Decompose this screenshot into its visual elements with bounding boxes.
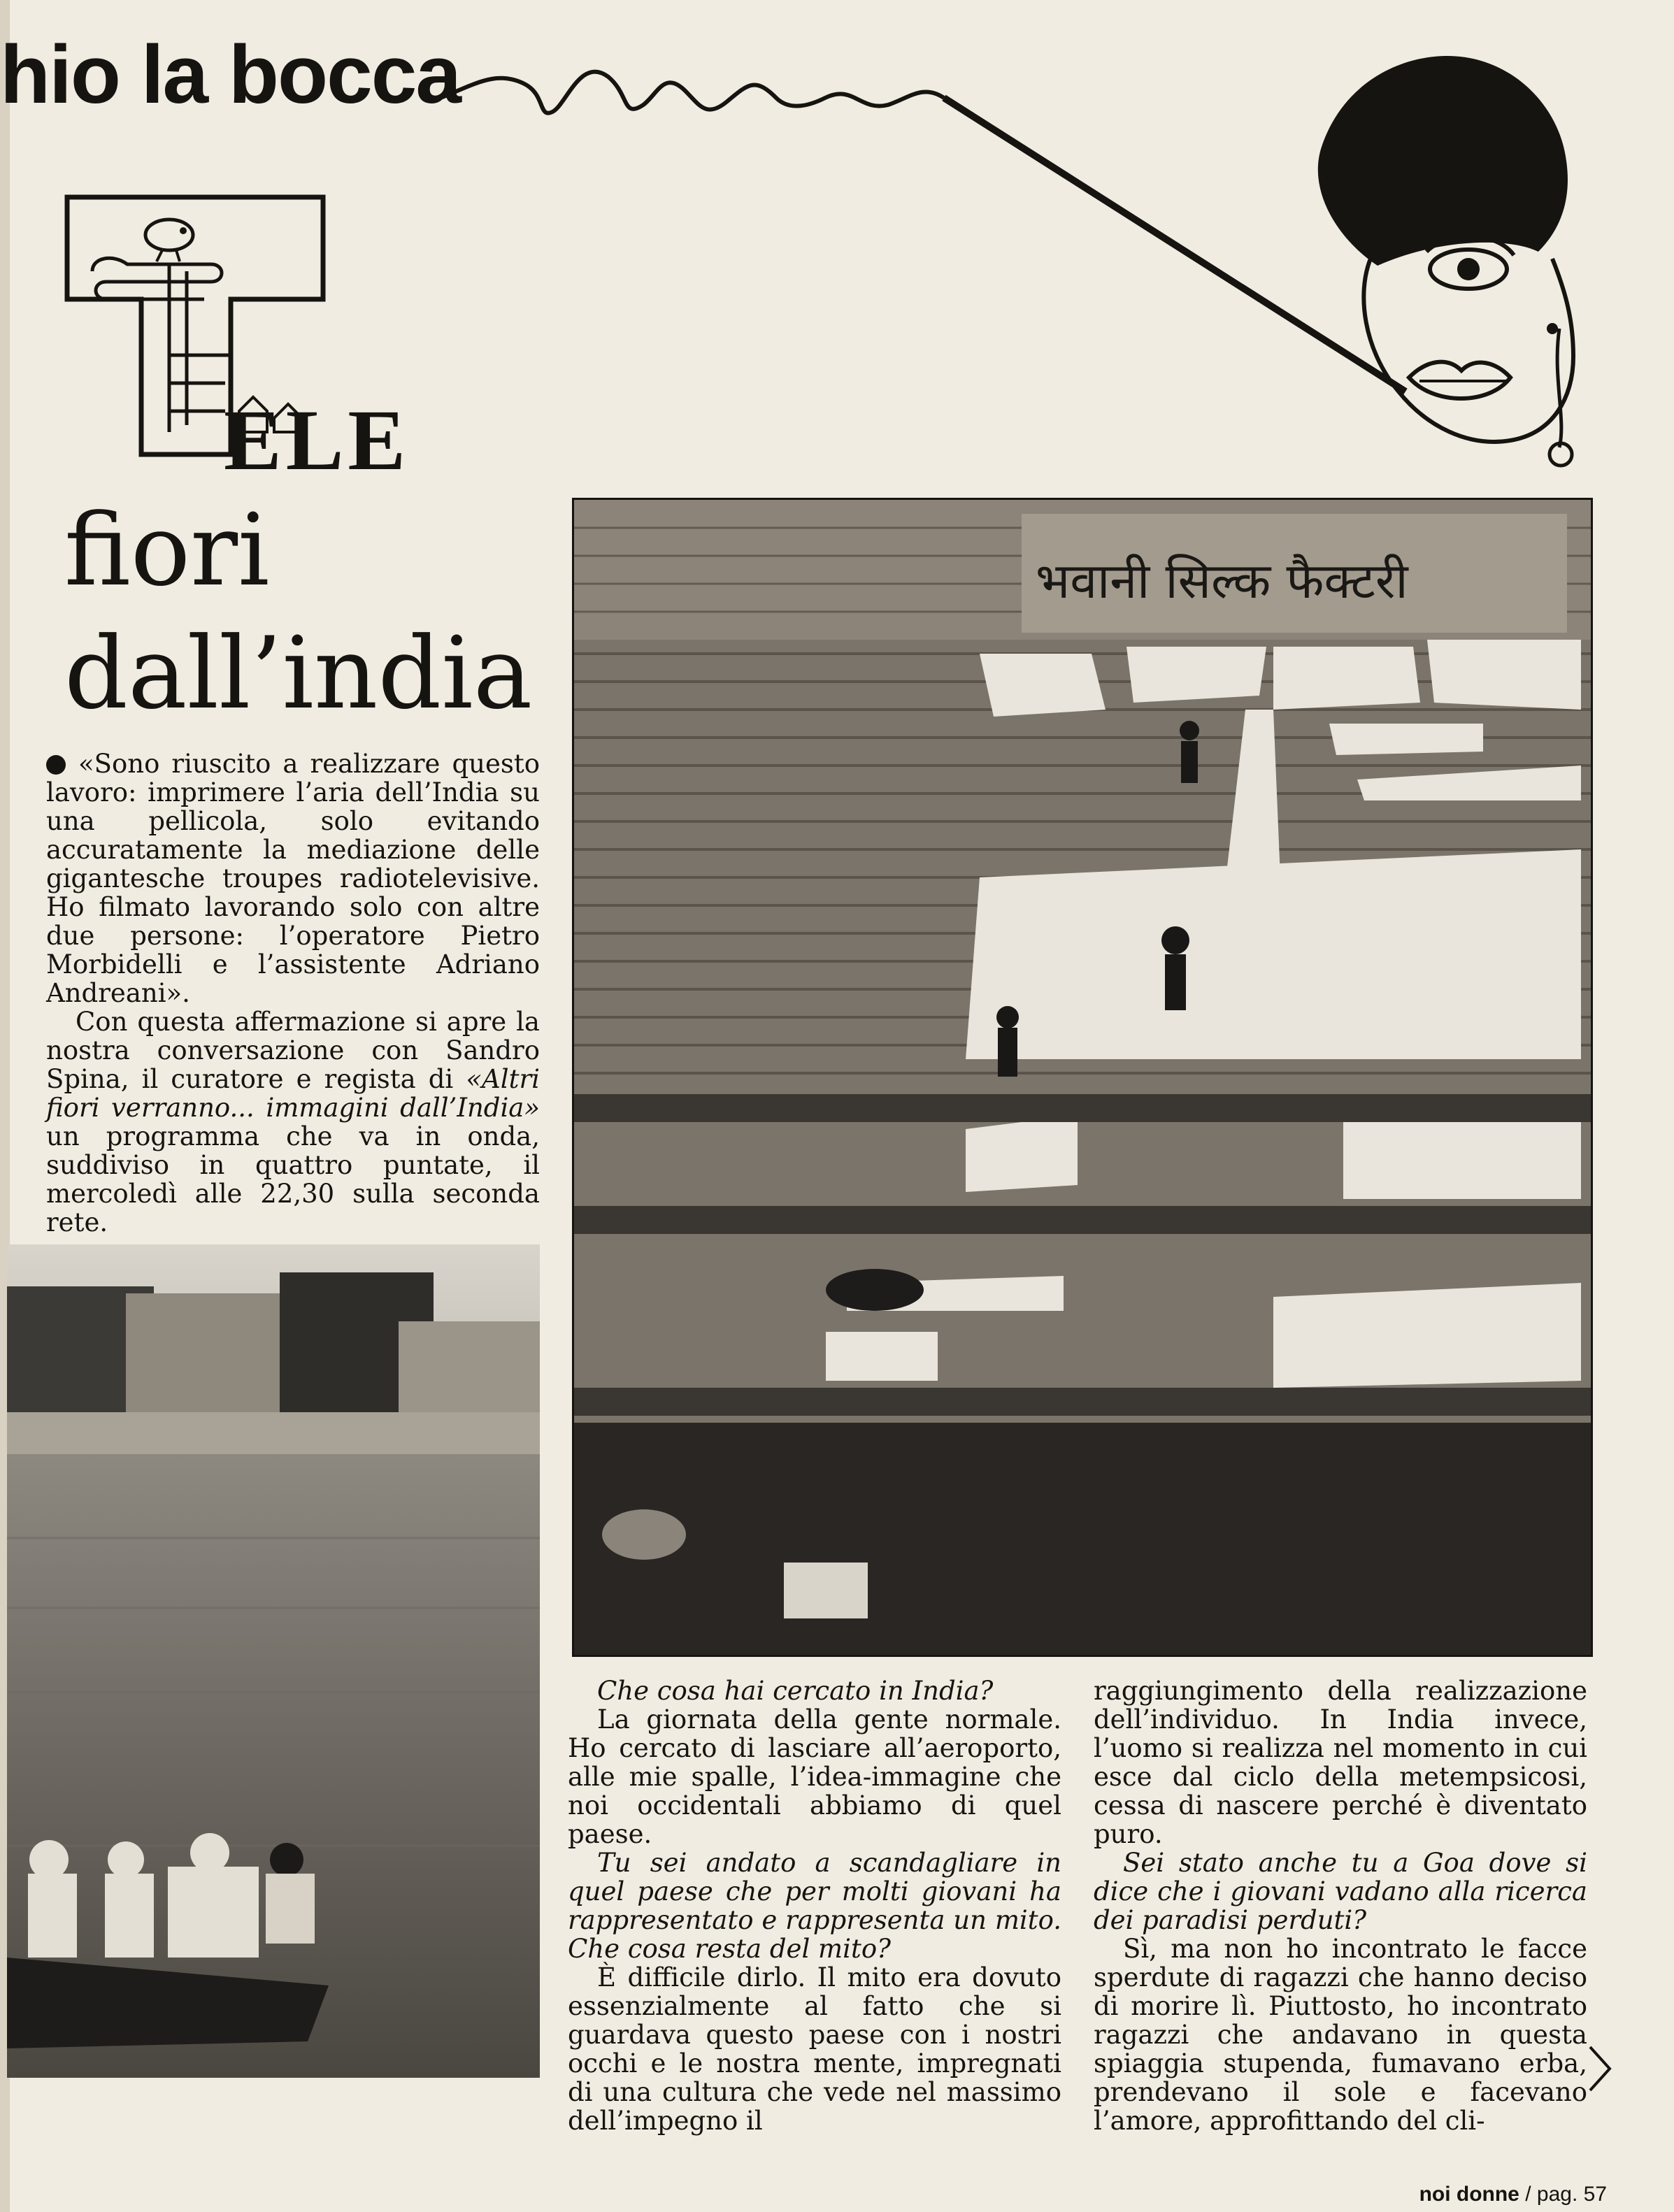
bullet-dot-icon [46,755,66,775]
interview-column-2 [568,1676,1061,2135]
ghat-steps-photo [572,498,1593,1657]
face-line-drawing [434,28,1594,475]
answer-3: Sì, ma non ho incontrato le facce sperdute di ragazzi che hanno deciso di morire lì. Piuttosto, ho incontrato ragazzi che andavano in questa spiaggia stupenda, fumavano erba, prendevano il sole e facevano l’amore, approfittando del cli- [1094,1934,1587,2136]
question-2: Tu sei andato a scandagliare in quel paese che per molti giovani ha rappresentato e rappresenta un mito. Che cosa resta del mito? [568,1848,1061,1964]
article-headline [64,489,532,735]
interview-column-3 [1094,1676,1587,2135]
intro-paragraph-1: «Sono riuscito a realizzare questo lavoro: imprimere l’aria dell’India su una pellicola, solo evitando accuratamente la mediazione delle gigantesche troupes radiotelevisive. Ho filmato lavorando solo con altre due persone: l’operatore Pietro Morbidelli e l’assistente Adriano Andreani». [46,749,540,1008]
program-title: «Altri fiori verranno... immagini dall’India» [46,1064,541,1123]
magazine-name: noi donne [1419,2183,1519,2206]
headline-line-2: dall’india [64,616,533,731]
answer-2: È difficile dirlo. Il mito era dovuto essenzialmente al fatto che si guardava questo paese con i nostri occhi e le nostra mente, impregnati di una cultura che vede nel massimo dell’impegno il [568,1962,1061,2136]
answer-1: La giornata della gente normale. Ho cercato di lasciare all’aeroporto, alle mie spalle, l’idea-immagine che noi occidentali abbiamo di quel paese. [568,1704,1061,1849]
intro-paragraph-2-end: un programma che va in onda, suddiviso in quattro puntate, il mercoledì alle 22,30 sulla seconda rete. [46,1121,540,1237]
wall-sign-text: भवानी सिल्क फैक्टरी [1036,552,1408,610]
tele-logo-text: ELE [224,392,410,488]
river-photo [7,1244,540,2078]
question-3: Sei stato anche tu a Goa dove si dice che i giovani vadano alla ricerca dei paradisi perduti? [1094,1848,1587,1935]
continue-arrow-icon [1587,2044,1612,2093]
intro-column [46,749,540,1237]
header-title: hio la bocca [0,29,460,121]
answer-2-continued: raggiungimento della realizzazione dell’individuo. In India invece, l’uomo si realizza nel momento in cui esce dal ciclo della metempsicosi, cessa di nascere perché è diventato puro. [1094,1676,1587,1849]
page-number: pag. 57 [1536,2183,1607,2206]
page-footer [1419,2183,1607,2206]
headline-line-1: fiori [64,493,270,608]
intro-paragraph-2: Con questa affermazione si apre la nostra conversazione con Sandro Spina, il curatore e regista di [46,1007,540,1094]
footer-separator: / [1525,2183,1531,2206]
question-1: Che cosa hai cercato in India? [597,1676,994,1706]
